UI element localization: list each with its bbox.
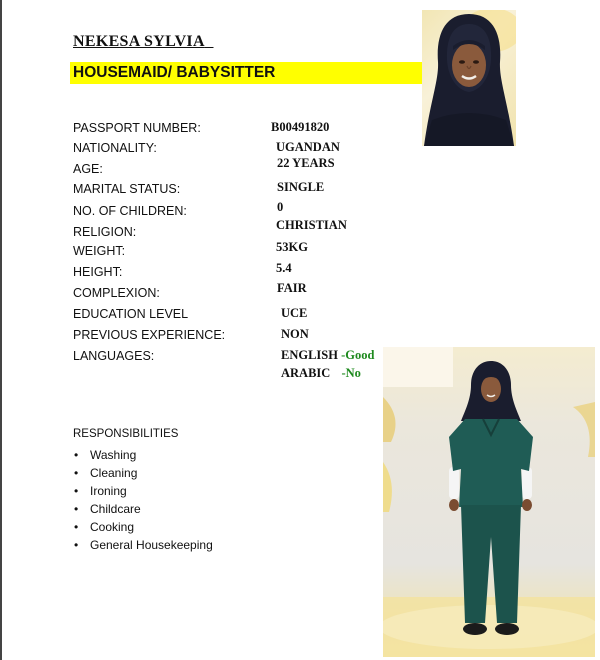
value-marital-status: SINGLE (277, 180, 325, 194)
full-body-illustration (383, 347, 595, 657)
value-education-level: UCE (281, 306, 308, 320)
list-item: • Ironing (73, 482, 213, 500)
label-weight: WEIGHT: (73, 244, 126, 258)
value-religion: CHRISTIAN (276, 218, 347, 232)
language-row-arabic (281, 366, 361, 381)
value-weight: 53KG (276, 240, 308, 254)
portrait-illustration (422, 10, 516, 146)
label-marital-status: MARITAL STATUS: (73, 182, 181, 196)
value-passport-number: B00491820 (271, 120, 330, 134)
list-item: • General Housekeeping (73, 536, 213, 554)
full-body-photo (383, 347, 595, 657)
label-no-of-children: NO. OF CHILDREN: (73, 204, 187, 218)
value-complexion: FAIR (277, 281, 307, 295)
label-languages: LANGUAGES: (73, 349, 155, 363)
job-title: HOUSEMAID/ BABYSITTER (73, 64, 276, 81)
value-age: 22 YEARS (277, 156, 335, 170)
page-top-fragment (76, 0, 156, 7)
list-item: • Cleaning (73, 464, 213, 482)
list-item: • Childcare (73, 500, 213, 518)
label-age: AGE: (73, 162, 103, 176)
list-item: • Cooking (73, 518, 213, 536)
value-nationality: UGANDAN (276, 140, 340, 154)
list-item: • Washing (73, 446, 213, 464)
label-passport-number: PASSPORT NUMBER: (73, 121, 201, 135)
responsibilities-list (73, 446, 213, 554)
language-row-english (281, 348, 374, 363)
label-education-level: EDUCATION LEVEL (73, 307, 189, 321)
language-name: ENGLISH (281, 348, 338, 362)
language-level: -No (341, 366, 361, 380)
label-complexion: COMPLEXION: (73, 286, 160, 300)
portrait-photo (422, 10, 516, 146)
value-height: 5.4 (276, 261, 292, 275)
label-religion: RELIGION: (73, 225, 137, 239)
language-name: ARABIC (281, 366, 331, 380)
label-nationality: NATIONALITY: (73, 141, 157, 155)
page-left-border (0, 0, 2, 660)
responsibilities-title: RESPONSIBILITIES (73, 428, 179, 440)
label-height: HEIGHT: (73, 265, 123, 279)
language-level: -Good (341, 348, 375, 362)
candidate-name: NEKESA SYLVIA (73, 33, 205, 50)
value-no-of-children: 0 (277, 200, 284, 214)
label-previous-experience: PREVIOUS EXPERIENCE: (73, 328, 226, 342)
value-previous-experience: NON (281, 327, 309, 341)
